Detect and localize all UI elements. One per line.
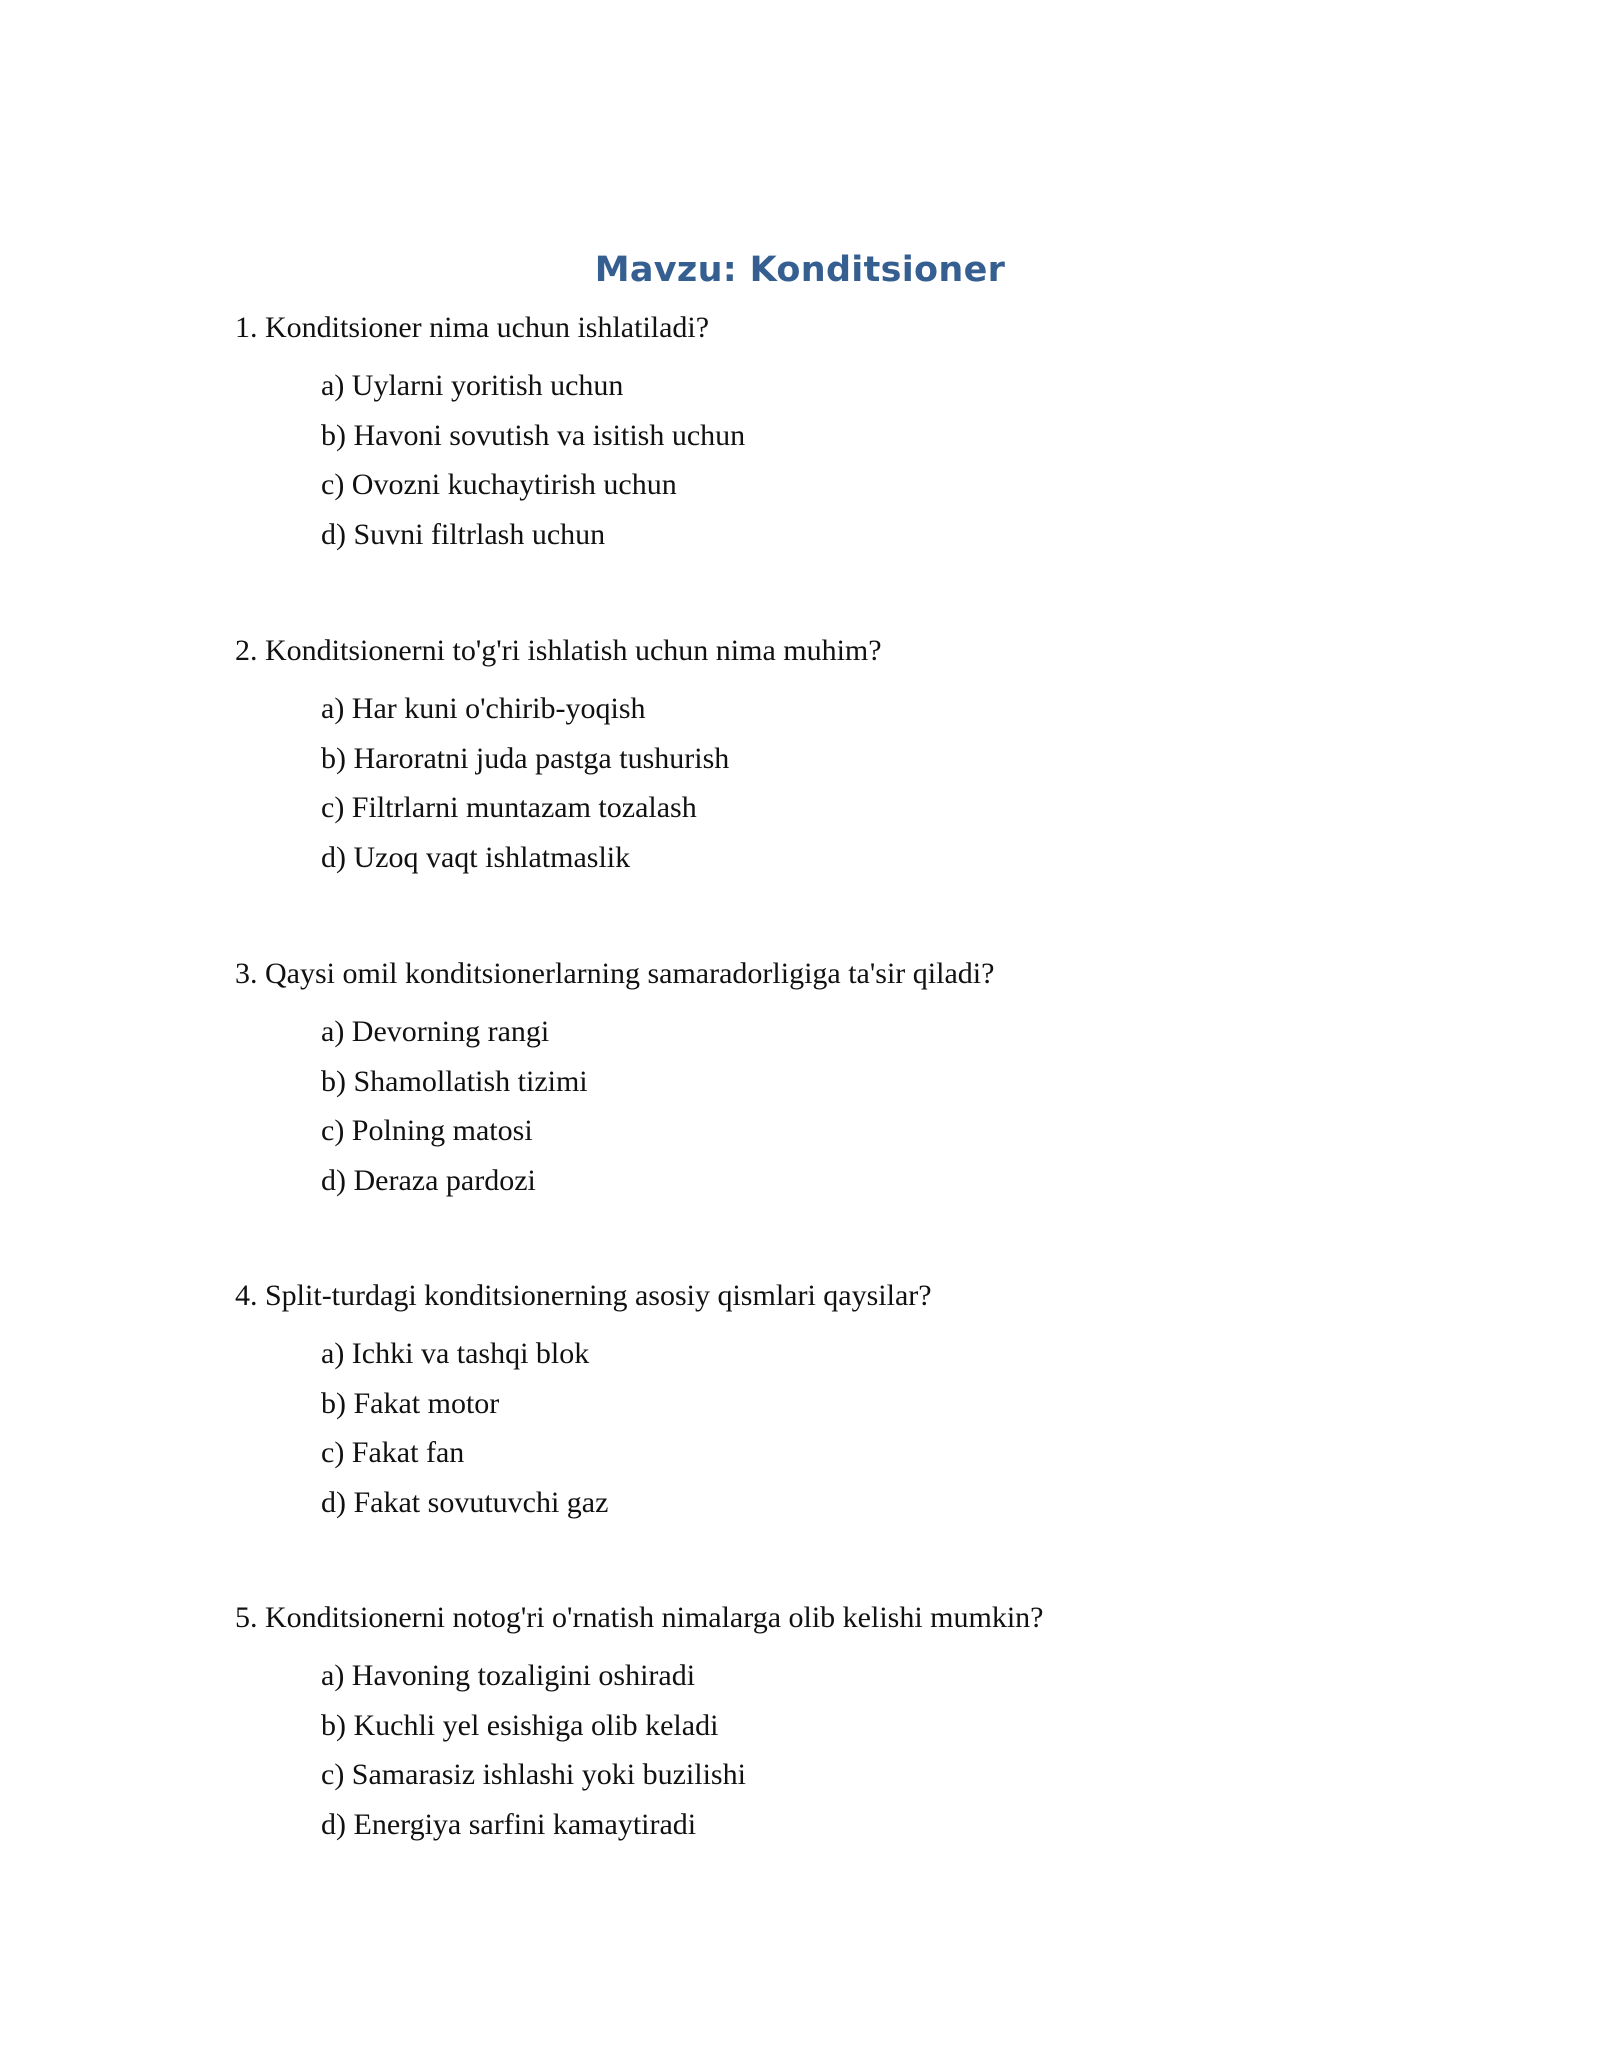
question-text: 3. Qaysi omil konditsionerlarning samaradorligiga ta'sir qiladi? [235, 957, 995, 990]
option-b: b) Shamollatish tizimi [321, 1064, 588, 1098]
answer-options [321, 1657, 1435, 1844]
option-d: d) Suvni filtrlash uchun [321, 517, 606, 551]
question-text: 5. Konditsionerni notog'ri o'rnatish nimalarga olib kelishi mumkin? [235, 1601, 1044, 1634]
option-b: b) Fakat motor [321, 1386, 500, 1420]
option-a: a) Uylarni yoritish uchun [321, 369, 624, 402]
question-3 [235, 955, 1435, 1211]
option-c: c) Samarasiz ishlashi yoki buzilishi [321, 1758, 746, 1791]
question-text: 1. Konditsioner nima uchun ishlatiladi? [235, 311, 710, 344]
option-c: c) Fakat fan [321, 1436, 465, 1469]
option-a: a) Har kuni o'chirib-yoqish [321, 692, 646, 725]
answer-options [321, 1335, 1435, 1522]
option-c: c) Ovozni kuchaytirish uchun [321, 468, 677, 501]
option-b: b) Havoni sovutish va isitish uchun [321, 418, 746, 452]
option-d: d) Deraza pardozi [321, 1163, 536, 1197]
option-a: a) Ichki va tashqi blok [321, 1337, 590, 1370]
option-d: d) Energiya sarfini kamaytiradi [321, 1807, 697, 1841]
option-b: b) Kuchli yel esishiga olib keladi [321, 1708, 719, 1742]
answer-options [321, 1013, 1435, 1200]
answer-options [321, 367, 1435, 554]
question-text: 2. Konditsionerni to'g'ri ishlatish uchun nima muhim? [235, 634, 882, 667]
question-2 [235, 632, 1435, 888]
question-text: 4. Split-turdagi konditsionerning asosiy qismlari qaysilar? [235, 1279, 932, 1312]
answer-options [321, 690, 1435, 877]
option-d: d) Fakat sovutuvchi gaz [321, 1485, 609, 1519]
option-a: a) Havoning tozaligini oshiradi [321, 1659, 696, 1692]
question-1 [235, 309, 1435, 565]
option-c: c) Polning matosi [321, 1114, 533, 1147]
question-5 [235, 1599, 1435, 1855]
question-4 [235, 1277, 1435, 1533]
option-a: a) Devorning rangi [321, 1015, 550, 1048]
page-title: Mavzu: Konditsioner [594, 250, 1006, 290]
option-c: c) Filtrlarni muntazam tozalash [321, 791, 697, 824]
option-b: b) Haroratni juda pastga tushurish [321, 741, 730, 775]
option-d: d) Uzoq vaqt ishlatmaslik [321, 840, 631, 874]
